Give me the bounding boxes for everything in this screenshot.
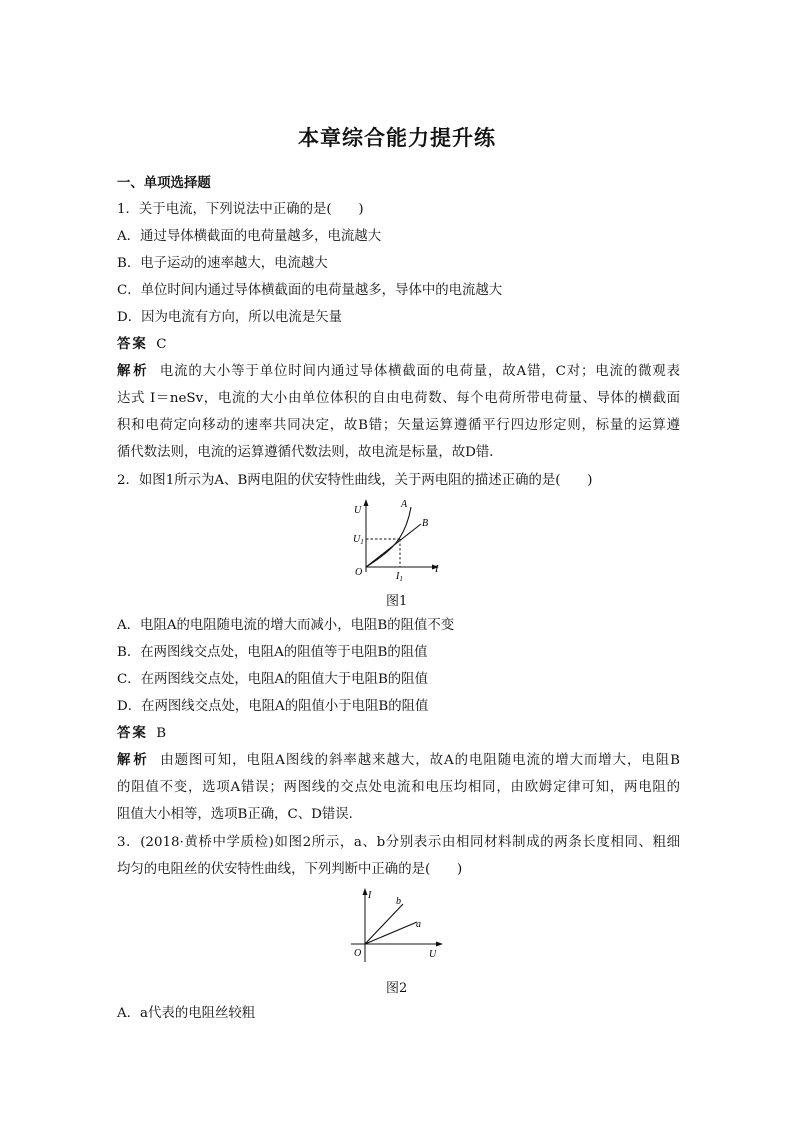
q2-analysis-line-1 <box>117 752 680 770</box>
q2-answer: B <box>156 726 167 741</box>
page-title: 本章综合能力提升练 <box>298 125 496 150</box>
fig2-origin-label: O <box>354 948 362 959</box>
fig1-origin-label: O <box>355 567 363 578</box>
q1-analysis-line-1 <box>117 363 680 381</box>
q1-analysis-text-1: 电流的大小等于单位时间内通过导体横截面的电荷量，故A错，C对；电流的微观表 <box>159 364 681 379</box>
q1-option-a: A．通过导体横截面的电荷量越多，电流越大 <box>117 229 382 244</box>
analysis-label: 解析 <box>117 364 150 379</box>
fig1-curve-a-label: A <box>401 499 408 510</box>
analysis-label: 解析 <box>117 753 150 768</box>
fig1-line-b <box>366 524 421 567</box>
section-heading: 一、单项选择题 <box>117 175 211 191</box>
q2-stem: 2．如图1所示为A、B两电阻的伏安特性曲线，关于两电阻的描述正确的是( ) <box>117 473 593 488</box>
q1-option-c: C．单位时间内通过导体横截面的电荷量越多，导体中的电流越大 <box>117 283 503 298</box>
q3-option-a: A．a代表的电阻丝较粗 <box>117 1006 256 1021</box>
fig2-line-a-label: a <box>416 919 421 930</box>
fig2-line-a <box>365 922 417 944</box>
figure-2-diagram <box>345 886 475 968</box>
q2-analysis-text-1: 由题图可知，电阻A图线的斜率越来越大，故A的电阻随电流的增大而增大，电阻B <box>160 753 681 768</box>
figure-1-diagram <box>345 497 475 583</box>
answer-label: 答案 <box>117 337 148 352</box>
fig2-u-axis-label: U <box>429 949 437 960</box>
fig2-i-axis-label: I <box>368 890 372 901</box>
q1-analysis-line-2: 达式 I＝neSv，电流的大小由单位体积的自由电荷数、每个电荷所带电荷量、导体的横截面 <box>117 391 680 406</box>
q2-option-b: B．在两图线交点处，电阻A的阻值等于电阻B的阻值 <box>117 645 428 660</box>
q2-option-d: D．在两图线交点处，电阻A的阻值小于电阻B的阻值 <box>117 699 429 714</box>
q1-option-d: D．因为电流有方向，所以电流是矢量 <box>117 310 342 325</box>
fig1-i1-main: I <box>396 571 400 582</box>
q1-answer-row <box>117 336 680 354</box>
fig2-u-axis-arrow <box>436 942 443 947</box>
q2-analysis-line-3: 阻值大小相等，选项B正确，C、D错误． <box>117 807 363 822</box>
fig2-line-b-label: b <box>396 896 401 907</box>
fig1-u1-main: U <box>353 534 361 545</box>
fig1-u1-sub: 1 <box>360 538 364 546</box>
fig1-line-b-label: B <box>422 518 429 529</box>
fig1-u-axis-arrow <box>364 499 369 506</box>
q3-stem-line-1: 3．(2018·黄桥中学质检)如图2所示，a、b分别表示由相同材料制成的两条长度相同、粗细 <box>117 835 680 850</box>
q1-option-b: B．电子运动的速率越大，电流越大 <box>117 256 328 271</box>
q1-answer: C <box>156 337 167 352</box>
fig1-i1-label <box>395 571 403 583</box>
fig2-i-axis-arrow <box>363 888 368 895</box>
fig1-i1-sub: 1 <box>399 575 403 583</box>
fig1-u-axis-label: U <box>354 505 362 516</box>
q2-answer-row <box>117 725 680 743</box>
q2-option-c: C．在两图线交点处，电阻A的阻值大于电阻B的阻值 <box>117 672 428 687</box>
fig1-u1-label <box>353 534 364 546</box>
q2-option-a: A．电阻A的电阻随电流的增大而减小，电阻B的阻值不变 <box>117 618 455 633</box>
figure-1-caption: 图1 <box>386 594 408 609</box>
q1-analysis-line-4: 循代数法则，电流的运算遵循代数法则，故电流是标量，故D错． <box>117 445 503 460</box>
q2-analysis-line-2: 的阻值不变，选项A错误；两图线的交点处电流和电压均相同，由欧姆定律可知，两电阻的 <box>117 780 680 795</box>
answer-label: 答案 <box>117 726 148 741</box>
figure-2-caption: 图2 <box>386 981 408 996</box>
fig2-line-b <box>365 904 403 944</box>
q3-stem-line-2: 均匀的电阻丝的伏安特性曲线，下列判断中正确的是( ) <box>117 862 463 877</box>
fig1-i-axis-label: I <box>435 564 439 575</box>
q1-analysis-line-3: 积和电荷定向移动的速率共同决定，故B错；矢量运算遵循平行四边形定则，标量的运算遵 <box>117 418 680 433</box>
q1-stem: 1．关于电流，下列说法中正确的是( ) <box>117 202 364 217</box>
